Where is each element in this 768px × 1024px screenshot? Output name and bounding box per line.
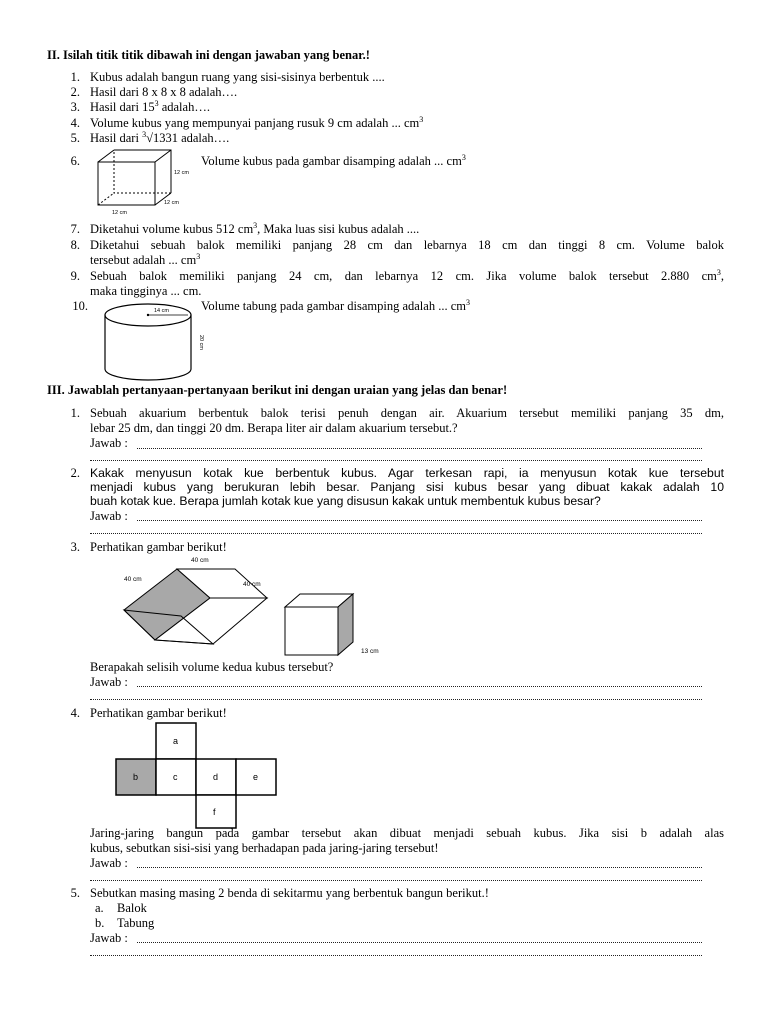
question-text-cont: Berapakah selisih volume kedua kubus tersebut?	[90, 660, 334, 674]
option-value: Tabung	[117, 916, 155, 930]
question-text-cont: menjadi kubus yang berukuran lebih besar. Panjang sisi kubus besar yang dibuat kakak adalah 10	[90, 480, 724, 494]
cylinder-label-diameter: 14 cm	[154, 308, 169, 314]
question-number: 2.	[70, 466, 80, 480]
section-2-title: II. Isilah titik titik dibawah ini dengan jawaban yang benar.!	[47, 48, 370, 62]
answer-line[interactable]	[137, 941, 702, 943]
item-text: Hasil dari $15^3$ adalah….	[90, 98, 210, 114]
item-number: 7.	[70, 222, 80, 236]
section-3-title: III. Jawablah pertanyaan-pertanyaan berikut ini dengan uraian yang jelas dan benar!	[47, 383, 508, 397]
cube-label-depth: 12 cm	[164, 200, 179, 206]
question-text: Kakak menyusun kotak kue berbentuk kubus. Agar terkesan rapi, ia menyusun kotak kue tersebut	[90, 466, 724, 480]
big-cube-label-left: 40 cm	[124, 576, 142, 583]
answer-line[interactable]	[137, 866, 702, 868]
big-cube-label-top: 40 cm	[191, 557, 209, 564]
net-face-d: d	[213, 772, 219, 782]
question-number: 1.	[70, 406, 80, 420]
question-text: Perhatikan gambar berikut!	[90, 540, 227, 554]
option-key: b.	[95, 916, 105, 930]
item-text: Volume kubus yang mempunyai panjang rusuk 9 cm adalah ... $cm^3$	[90, 114, 424, 130]
item-text: Diketahui volume kubus 512 $cm^3$, Maka luas sisi kubus adalah ....	[90, 220, 420, 236]
item-number: 3.	[70, 100, 80, 114]
question-text-cont: Jaring-jaring bangun pada gambar tersebut akan dibuat menjadi sebuah kubus. Jika sisi b adalah alas	[90, 826, 724, 840]
question-number: 5.	[70, 886, 80, 900]
option-key: a.	[95, 901, 104, 915]
item-text: Volume tabung pada gambar disamping adalah ... $cm^3$	[201, 297, 470, 313]
answer-label: Jawab :	[90, 856, 128, 870]
two-cubes-figure	[115, 552, 385, 662]
answer-line[interactable]	[90, 459, 702, 461]
question-text-cont: buah kotak kue. Berapa jumlah kotak kue yang disusun kakak untuk membentuk kubus besar?	[90, 494, 601, 508]
cube-label-height: 12 cm	[174, 170, 189, 176]
net-face-c: c	[173, 772, 178, 782]
item-text-cont: maka tingginya ... cm.	[90, 284, 202, 298]
item-number: 10.	[72, 299, 88, 313]
item-text: Kubus adalah bangun ruang yang sisi-sisinya berbentuk ....	[90, 70, 385, 84]
answer-line[interactable]	[137, 519, 702, 521]
answer-label: Jawab :	[90, 509, 128, 523]
answer-label: Jawab :	[90, 675, 128, 689]
item-number: 9.	[70, 269, 80, 283]
answer-label: Jawab :	[90, 931, 128, 945]
question-text-cont: kubus, sebutkan sisi-sisi yang berhadapan pada jaring-jaring tersebut!	[90, 841, 439, 855]
item-text: Hasil dari $^3$√1331 adalah….	[90, 129, 230, 145]
item-text: Hasil dari 8 x 8 x 8 adalah….	[90, 85, 238, 99]
item-number: 1.	[70, 70, 80, 84]
net-face-f: f	[213, 807, 216, 817]
answer-line[interactable]	[137, 447, 702, 449]
cube-net-figure	[114, 720, 282, 830]
answer-line[interactable]	[137, 685, 702, 687]
answer-label: Jawab :	[90, 436, 128, 450]
item-text-cont: tersebut adalah ... $cm^3$	[90, 251, 201, 267]
option-value: Balok	[117, 901, 147, 915]
question-text: Sebuah akuarium berbentuk balok terisi penuh dengan air. Akuarium tersebut memiliki panjang 35 dm,	[90, 406, 724, 420]
cube-figure	[92, 146, 202, 218]
item-number: 6.	[70, 154, 80, 168]
question-text: Sebutkan masing masing 2 benda di sekitarmu yang berbentuk bangun berikut.!	[90, 886, 489, 900]
question-text: Perhatikan gambar berikut!	[90, 706, 227, 720]
net-face-a: a	[173, 736, 179, 746]
item-number: 8.	[70, 238, 80, 252]
cylinder-label-height: 20 cm	[198, 335, 204, 350]
item-text: Volume kubus pada gambar disamping adalah ... $cm^3$	[201, 152, 466, 168]
answer-line[interactable]	[90, 532, 702, 534]
small-cube-label: 13 cm	[361, 648, 379, 655]
item-number: 5.	[70, 131, 80, 145]
answer-line[interactable]	[90, 698, 702, 700]
cube-label-width: 12 cm	[112, 210, 127, 216]
item-number: 4.	[70, 116, 80, 130]
net-face-e: e	[253, 772, 259, 782]
answer-line[interactable]	[90, 879, 702, 881]
big-cube-label-right: 40 cm	[243, 581, 261, 588]
question-text-cont: lebar 25 dm, dan tinggi 20 dm. Berapa liter air dalam akuarium tersebut.?	[90, 421, 458, 435]
answer-line[interactable]	[90, 954, 702, 956]
item-text: Sebuah balok memiliki panjang 24 cm, dan lebarnya 12 cm. Jika volume balok tersebut 2.880 $cm^3$,	[90, 267, 724, 283]
net-face-b: b	[133, 772, 139, 782]
cylinder-figure	[96, 301, 214, 381]
item-number: 2.	[70, 85, 80, 99]
question-number: 3.	[70, 540, 80, 554]
item-text: Diketahui sebuah balok memiliki panjang 28 cm dan lebarnya 18 cm dan tinggi 8 cm. Volume balok	[90, 238, 724, 252]
question-number: 4.	[70, 706, 80, 720]
